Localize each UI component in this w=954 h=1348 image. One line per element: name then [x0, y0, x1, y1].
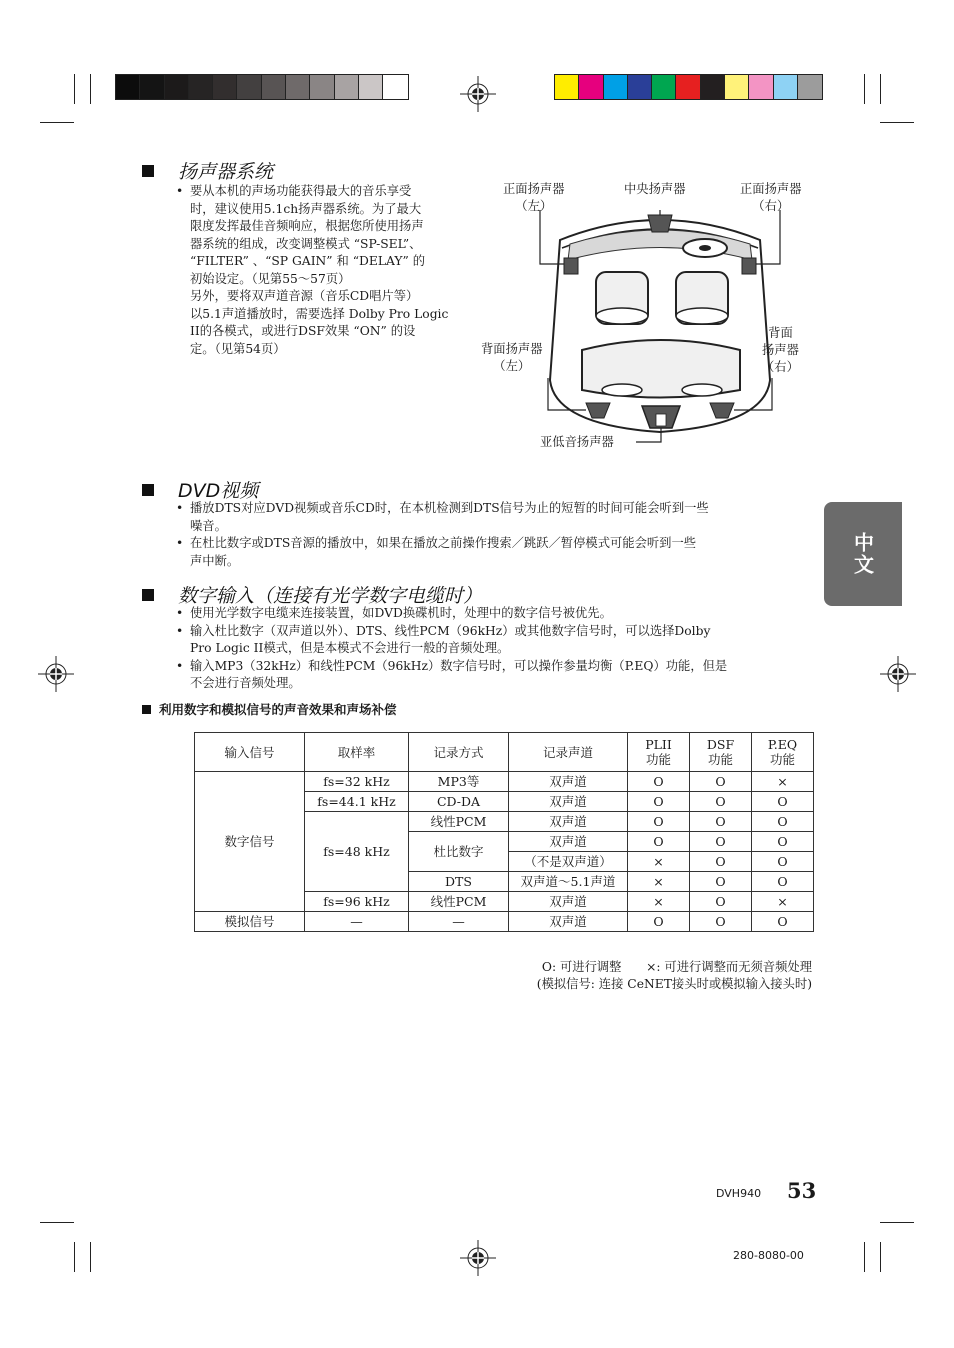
crop-mark [40, 1222, 74, 1223]
color-swatch [652, 75, 676, 99]
table-legend-line1: O: 可进行调整 ×: 可进行调整而无须音频处理 [541, 960, 812, 974]
color-swatch [383, 75, 407, 99]
bullet-icon: • [176, 623, 184, 638]
bullet-icon: • [176, 606, 184, 620]
color-swatch [579, 75, 603, 99]
color-swatch [140, 75, 164, 99]
color-swatch [165, 75, 189, 99]
square-bullet-icon [142, 589, 154, 601]
square-bullet-icon [142, 484, 154, 496]
header-peq: P.EQ 功能 [752, 733, 814, 772]
table-row: DTS 双声道～5.1声道 × O O [195, 872, 814, 892]
table-legend-line2: (模拟信号: 连接 CeNET接头时或模拟输入接头时) [536, 977, 812, 991]
registration-target-icon [880, 656, 916, 692]
color-swatch [798, 75, 822, 99]
color-swatch [701, 75, 725, 99]
color-swatch [749, 75, 773, 99]
table-row: （不是双声道） × O O [195, 852, 814, 872]
label-rear-left: 背面扬声器 （左） [481, 342, 543, 373]
color-swatch [555, 75, 579, 99]
model-number: DVH940 [716, 1187, 762, 1200]
table-row: fs=96 kHz 线性PCM 双声道 × O × [195, 892, 814, 912]
header-dsf: DSF 功能 [690, 733, 752, 772]
table-row: 模拟信号 — — 双声道 O O O [195, 912, 814, 932]
label-front-right: 正面扬声器 （右） [740, 182, 802, 213]
table-header-row [195, 733, 814, 772]
color-swatch [628, 75, 652, 99]
color-swatch [604, 75, 628, 99]
color-swatch [262, 75, 286, 99]
grayscale-calibration-bar [115, 74, 409, 100]
color-swatch [335, 75, 359, 99]
heading-text: 数字输入（连接有光学数字电缆时） [178, 585, 483, 607]
square-bullet-icon [142, 165, 154, 177]
signal-function-table [194, 732, 814, 932]
crop-mark [880, 1242, 881, 1272]
color-swatch [189, 75, 213, 99]
color-swatch [213, 75, 237, 99]
square-bullet-icon [142, 705, 151, 714]
header-input: 输入信号 [195, 733, 305, 772]
label-subwoofer: 亚低音扬声器 [540, 435, 614, 449]
color-swatch [676, 75, 700, 99]
crop-mark [864, 74, 865, 104]
crop-mark [90, 1242, 91, 1272]
table-row: fs=48 kHz 线性PCM 双声道 O O O [195, 812, 814, 832]
page-number: 53 [787, 1178, 817, 1203]
section-heading-speaker [142, 157, 273, 184]
crop-mark [880, 1222, 914, 1223]
color-swatch [286, 75, 310, 99]
car-speaker-layout-diagram [530, 210, 790, 450]
label-front-left: 正面扬声器 （左） [503, 182, 565, 213]
registration-target-icon [38, 656, 74, 692]
header-channel: 记录声道 [509, 733, 628, 772]
header-plii: PLII 功能 [628, 733, 690, 772]
heading-text: 扬声器系统 [178, 161, 274, 183]
bullet-icon: • [176, 658, 184, 673]
document-code: 280-8080-00 [733, 1249, 804, 1262]
digital-paragraph: • 使用光学数字电缆来连接装置，如DVD换碟机时，处理中的数字信号被优先。 • 输入杜比数字（双声道以外）、DTS、线性PCM（96kHz）或其他数字信号时，可以选择Dolby Pro Logic II模式，但是本模式不会进行一般的音频处理。 • 输入MP3（32kHz）和线性PCM（96kHz）数字信号时，可以操作参量均衡（P.EQ）功能，但是 不会进行音频处理。 [176, 605, 816, 693]
registration-target-icon [460, 76, 496, 112]
crop-mark [880, 74, 881, 104]
heading-text: DVD视频 [178, 480, 259, 502]
table-row: 杜比数字 双声道 O O O [195, 832, 814, 852]
crop-mark [90, 74, 91, 104]
crop-mark [74, 1242, 75, 1272]
cell-analog-signal: 模拟信号 [195, 912, 305, 932]
color-swatch [725, 75, 749, 99]
section-heading-dvd [142, 476, 258, 503]
speaker-paragraph: • 要从本机的声场功能获得最大的音乐享受 时，建议使用5.1ch扬声器系统。为了最大 限度发挥最佳音频响应，根据您所使用扬声 器系统的组成，改变调整模式 “SP-SEL”、 “FILTER” 、“SP GAIN” 和 “DELAY” 的 初始设定。（见第55～57页） 另外，要将双声道音源（音乐CD唱片等） 以5.1声道播放时，需要选择 Dolby Pro Logic II的各模式，或进行DSF效果 “ON” 的设 定。（见第54页） [176, 183, 466, 358]
label-rear-right: 背面 扬声器 （右） [762, 326, 799, 374]
cell-digital-signal: 数字信号 [195, 772, 305, 912]
section-heading-digital [142, 581, 482, 608]
table-subheading: 利用数字和模拟信号的声音效果和声场补偿 [142, 700, 397, 718]
table-row: fs=44.1 kHz CD-DA 双声道 O O O [195, 792, 814, 812]
color-swatch [237, 75, 261, 99]
crop-mark [880, 122, 914, 123]
color-swatch [359, 75, 383, 99]
crop-mark [74, 74, 75, 104]
registration-target-icon [460, 1240, 496, 1276]
header-rate: 取样率 [305, 733, 409, 772]
bullet-icon: • [176, 536, 184, 550]
color-swatch [774, 75, 798, 99]
crop-mark [40, 122, 74, 123]
language-side-tab: 中文 [824, 502, 902, 606]
label-center: 中央扬声器 [624, 182, 686, 196]
color-calibration-bar [554, 74, 823, 100]
crop-mark [864, 1242, 865, 1272]
color-swatch [310, 75, 334, 99]
header-format: 记录方式 [409, 733, 509, 772]
color-swatch [116, 75, 140, 99]
bullet-icon: • [176, 501, 184, 515]
table-row: 数字信号 fs=32 kHz MP3等 双声道 O O × [195, 772, 814, 792]
dvd-paragraph: • 播放DTS对应DVD视频或音乐CD时，在本机检测到DTS信号为止的短暂的时间可能会听到一些 噪音。 • 在杜比数字或DTS音源的播放中，如果在播放之前操作搜索／跳跃／暂停模式可能会听到一些 声中断。 [176, 500, 806, 570]
bullet-icon: • [176, 184, 184, 198]
